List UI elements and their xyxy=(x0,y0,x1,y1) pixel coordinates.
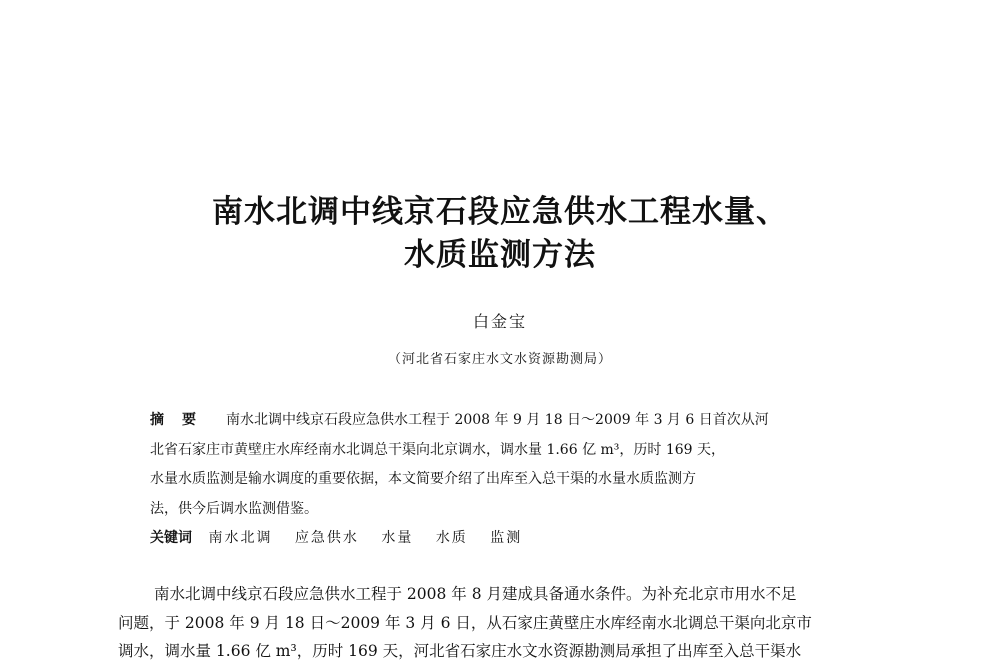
abstract-text: 南水北调中线京石段应急供水工程于 2008 年 9 月 18 日～2009 年 3 月 6 日首次从河 xyxy=(226,412,769,428)
title-line-2: 水质监测方法 xyxy=(404,237,596,273)
keywords-line xyxy=(150,524,860,554)
abstract-block xyxy=(150,406,860,554)
author: 白金宝 xyxy=(472,312,527,331)
keyword: 南水北调 xyxy=(208,530,273,546)
abstract-label: 摘要 xyxy=(150,412,214,428)
keyword: 应急供水 xyxy=(294,530,359,546)
abstract-line: 法，供今后调水监测借鉴。 xyxy=(150,500,318,517)
keyword: 水质 xyxy=(435,530,468,546)
abstract-line: 水量水质监测是输水调度的重要依据，本文简要介绍了出库至入总干渠的水量水质监测方 xyxy=(150,471,696,487)
affiliation: （河北省石家庄水文水资源勘测局） xyxy=(387,352,612,367)
keyword: 水量 xyxy=(381,530,414,546)
abstract-line xyxy=(150,406,860,436)
title-line-1: 南水北调中线京石段应急供水工程水量、 xyxy=(212,194,788,230)
body-text xyxy=(118,580,888,666)
body-line: 调水，调水量 1.66 亿 m³，历时 169 天，河北省石家庄水文水资源勘测局承担了出库至入总干渠水 xyxy=(118,642,802,660)
keyword: 监测 xyxy=(490,530,523,546)
abstract-line: 北省石家庄市黄壁庄水库经南水北调总干渠向北京调水，调水量 1.66 亿 m³，历时 169 天， xyxy=(150,441,726,458)
body-line: 南水北调中线京石段应急供水工程于 2008 年 8 月建成具备通水条件。为补充北京市用水不足 xyxy=(154,585,797,603)
body-line: 问题，于 2008 年 9 月 18 日～2009 年 3 月 6 日，从石家庄黄壁庄水库经南水北调总干渠向北京市 xyxy=(118,613,812,632)
keywords-label: 关键词 xyxy=(150,530,192,546)
